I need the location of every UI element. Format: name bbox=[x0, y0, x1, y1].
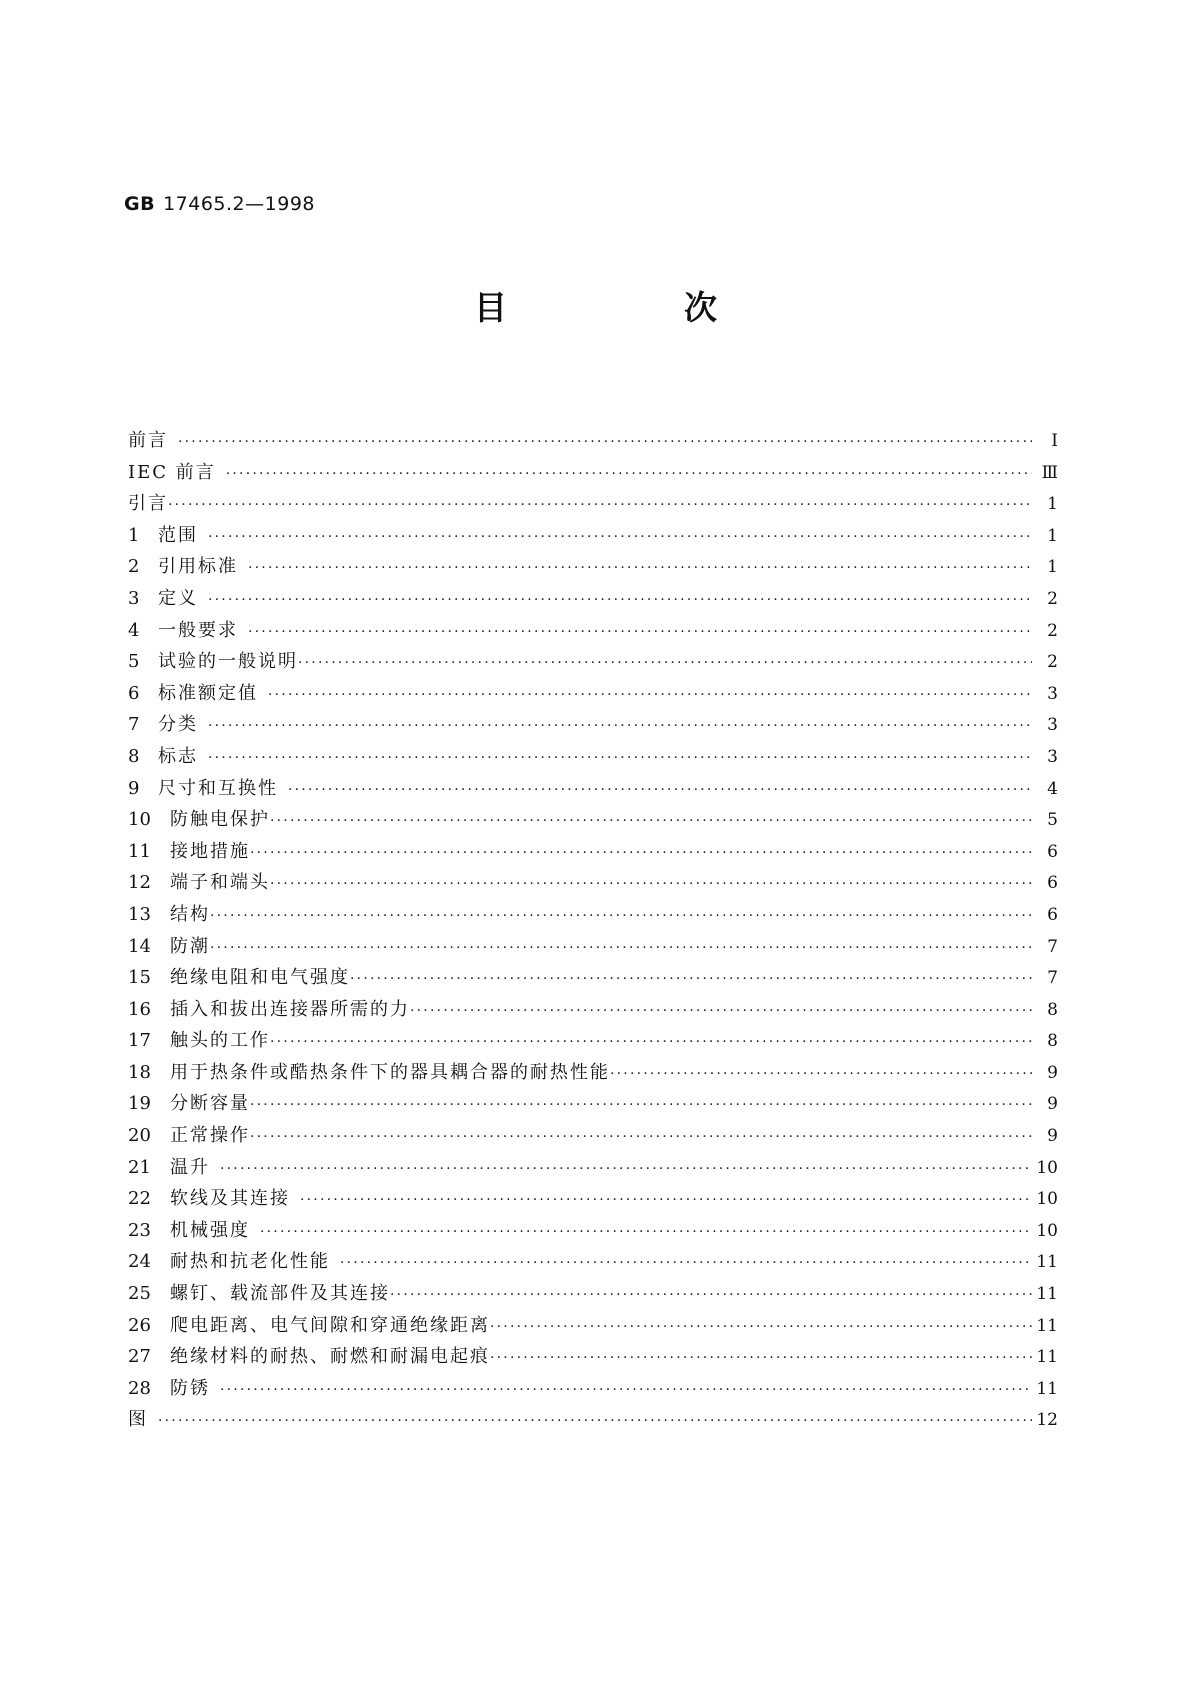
toc-entry-page: 10 bbox=[1036, 1220, 1058, 1241]
dot-leader bbox=[250, 845, 1032, 861]
toc-entry-page: 6 bbox=[1047, 873, 1058, 894]
toc-entry-title: 引言 bbox=[128, 493, 168, 515]
toc-entry-number: 11 bbox=[128, 840, 151, 862]
dot-leader bbox=[168, 497, 1032, 513]
toc-entry bbox=[128, 1153, 1058, 1185]
table-of-contents bbox=[128, 426, 1058, 1437]
toc-entry-title: 试验的一般说明 bbox=[158, 651, 298, 673]
toc-entry-page: 6 bbox=[1047, 904, 1058, 925]
dot-leader bbox=[490, 1319, 1032, 1335]
toc-entry-page: 8 bbox=[1047, 1031, 1058, 1052]
toc-entry-number: 14 bbox=[128, 935, 151, 957]
toc-entry bbox=[128, 900, 1058, 932]
toc-entry-title: 防触电保护 bbox=[170, 809, 270, 831]
toc-entry-title: 分断容量 bbox=[170, 1093, 250, 1115]
page-title: 目 次 bbox=[474, 288, 789, 327]
toc-entry-page: 11 bbox=[1036, 1378, 1058, 1399]
toc-entry-number: 28 bbox=[128, 1377, 151, 1399]
dot-leader bbox=[270, 813, 1032, 829]
dot-leader bbox=[210, 908, 1032, 924]
toc-entry-page: 12 bbox=[1036, 1410, 1058, 1431]
toc-entry bbox=[128, 742, 1058, 774]
toc-entry-page: 11 bbox=[1036, 1347, 1058, 1368]
toc-entry-number: 6 bbox=[128, 682, 140, 704]
toc-entry-title: 防锈 bbox=[170, 1377, 210, 1399]
toc-entry bbox=[128, 1311, 1058, 1343]
toc-entry-title: 标志 bbox=[158, 745, 198, 767]
toc-entry bbox=[128, 1279, 1058, 1311]
toc-entry bbox=[128, 1216, 1058, 1248]
toc-entry-page: 7 bbox=[1047, 968, 1058, 989]
toc-entry-number: 22 bbox=[128, 1188, 151, 1210]
toc-entry-title: 分类 bbox=[158, 714, 198, 736]
toc-entry-page: 6 bbox=[1047, 841, 1058, 862]
toc-entry-page: 1 bbox=[1047, 557, 1058, 578]
toc-entry-page: 8 bbox=[1047, 999, 1058, 1020]
toc-entry-page: 4 bbox=[1047, 778, 1058, 799]
toc-entry-title: 防潮 bbox=[170, 935, 210, 957]
toc-entry-number: 20 bbox=[128, 1125, 151, 1147]
toc-entry-number: 13 bbox=[128, 903, 151, 925]
toc-entry-title: 引用标准 bbox=[158, 556, 238, 578]
toc-entry-number: 3 bbox=[128, 587, 140, 609]
dot-leader bbox=[178, 434, 1032, 450]
toc-entry bbox=[128, 1247, 1058, 1279]
toc-entry-page: 1 bbox=[1047, 494, 1058, 515]
standard-number bbox=[124, 193, 315, 215]
toc-entry bbox=[128, 1089, 1058, 1121]
toc-entry bbox=[128, 774, 1058, 806]
toc-entry bbox=[128, 584, 1058, 616]
toc-entry-number: 9 bbox=[128, 777, 140, 799]
toc-entry bbox=[128, 868, 1058, 900]
dot-leader bbox=[410, 1003, 1032, 1019]
dot-leader bbox=[248, 624, 1032, 640]
toc-entry-title: 绝缘电阻和电气强度 bbox=[170, 967, 350, 989]
toc-entry-title: 一般要求 bbox=[158, 619, 238, 641]
toc-entry-number: 5 bbox=[128, 651, 140, 673]
toc-entry-page: 3 bbox=[1047, 746, 1058, 767]
dot-leader bbox=[208, 592, 1032, 608]
toc-entry bbox=[128, 426, 1058, 458]
toc-entry-title: 触头的工作 bbox=[170, 1030, 270, 1052]
dot-leader bbox=[208, 718, 1032, 734]
dot-leader bbox=[208, 529, 1032, 545]
toc-entry-page: I bbox=[1051, 431, 1058, 451]
toc-entry bbox=[128, 679, 1058, 711]
toc-entry-number: 1 bbox=[128, 524, 140, 546]
toc-entry-number: 23 bbox=[128, 1219, 151, 1241]
dot-leader bbox=[270, 876, 1032, 892]
toc-entry bbox=[128, 1026, 1058, 1058]
toc-entry-number: 16 bbox=[128, 998, 151, 1020]
toc-entry-page: 10 bbox=[1036, 1189, 1058, 1210]
dot-leader bbox=[250, 1097, 1032, 1113]
toc-entry-page: 1 bbox=[1047, 525, 1058, 546]
toc-entry bbox=[128, 1374, 1058, 1406]
toc-entry-title: 绝缘材料的耐热、耐燃和耐漏电起痕 bbox=[170, 1346, 490, 1368]
dot-leader bbox=[248, 560, 1032, 576]
toc-entry-title: 软线及其连接 bbox=[170, 1188, 290, 1210]
dot-leader bbox=[220, 1382, 1032, 1398]
dot-leader bbox=[210, 940, 1032, 956]
toc-entry bbox=[128, 1184, 1058, 1216]
dot-leader bbox=[288, 782, 1032, 798]
toc-entry-title: 温升 bbox=[170, 1156, 210, 1178]
toc-entry-title: 爬电距离、电气间隙和穿通绝缘距离 bbox=[170, 1314, 490, 1336]
toc-entry-number: 21 bbox=[128, 1156, 151, 1178]
toc-entry-title: 图 bbox=[128, 1409, 148, 1431]
dot-leader bbox=[298, 655, 1032, 671]
toc-entry-number: 15 bbox=[128, 967, 151, 989]
dot-leader bbox=[260, 1224, 1032, 1240]
toc-entry-title: 耐热和抗老化性能 bbox=[170, 1251, 330, 1273]
toc-entry-title: 定义 bbox=[158, 587, 198, 609]
toc-entry-title: 尺寸和互换性 bbox=[158, 777, 278, 799]
toc-entry-number: 17 bbox=[128, 1030, 151, 1052]
toc-entry-page: 3 bbox=[1047, 683, 1058, 704]
toc-entry bbox=[128, 1121, 1058, 1153]
toc-entry-page: 2 bbox=[1047, 588, 1058, 609]
toc-entry-title: 接地措施 bbox=[170, 840, 250, 862]
toc-entry-number: 2 bbox=[128, 556, 140, 578]
toc-entry bbox=[128, 1058, 1058, 1090]
toc-entry bbox=[128, 837, 1058, 869]
toc-entry-page: Ⅲ bbox=[1041, 462, 1058, 483]
toc-entry-number: 26 bbox=[128, 1314, 151, 1336]
toc-entry bbox=[128, 458, 1058, 490]
dot-leader bbox=[610, 1066, 1032, 1082]
dot-leader bbox=[300, 1192, 1032, 1208]
toc-entry-number: 10 bbox=[128, 809, 151, 831]
toc-entry-page: 2 bbox=[1047, 652, 1058, 673]
toc-entry bbox=[128, 552, 1058, 584]
toc-entry-title: 插入和拔出连接器所需的力 bbox=[170, 998, 410, 1020]
toc-entry-page: 10 bbox=[1036, 1157, 1058, 1178]
dot-leader bbox=[208, 750, 1032, 766]
dot-leader bbox=[268, 687, 1032, 703]
toc-entry bbox=[128, 1342, 1058, 1374]
toc-entry-number: 4 bbox=[128, 619, 140, 641]
toc-entry-title: 结构 bbox=[170, 903, 210, 925]
dot-leader bbox=[226, 466, 1032, 482]
toc-entry-number: 12 bbox=[128, 872, 151, 894]
toc-entry bbox=[128, 963, 1058, 995]
toc-entry-page: 11 bbox=[1036, 1252, 1058, 1273]
toc-entry-title: 端子和端头 bbox=[170, 872, 270, 894]
toc-entry bbox=[128, 710, 1058, 742]
toc-entry-page: 9 bbox=[1047, 1126, 1058, 1147]
toc-entry-title: 正常操作 bbox=[170, 1125, 250, 1147]
toc-entry-page: 5 bbox=[1047, 810, 1058, 831]
toc-entry bbox=[128, 1405, 1058, 1437]
toc-entry-page: 9 bbox=[1047, 1094, 1058, 1115]
toc-entry bbox=[128, 616, 1058, 648]
toc-entry bbox=[128, 521, 1058, 553]
toc-entry-title: 机械强度 bbox=[170, 1219, 250, 1241]
toc-entry bbox=[128, 995, 1058, 1027]
toc-entry-title: 螺钉、载流部件及其连接 bbox=[170, 1283, 390, 1305]
dot-leader bbox=[158, 1413, 1032, 1429]
toc-entry-title: 前言 bbox=[128, 430, 168, 451]
toc-entry-page: 11 bbox=[1036, 1315, 1058, 1336]
toc-entry bbox=[128, 932, 1058, 964]
toc-entry-page: 9 bbox=[1047, 1062, 1058, 1083]
dot-leader bbox=[350, 971, 1032, 987]
dot-leader bbox=[220, 1161, 1032, 1177]
toc-entry-page: 2 bbox=[1047, 620, 1058, 641]
standard-code: 17465.2—1998 bbox=[163, 193, 316, 215]
toc-entry-number: 24 bbox=[128, 1251, 151, 1273]
toc-entry-page: 11 bbox=[1036, 1284, 1058, 1305]
toc-entry-title: 用于热条件或酷热条件下的器具耦合器的耐热性能 bbox=[170, 1061, 610, 1083]
toc-entry-title: 标准额定值 bbox=[158, 682, 258, 704]
toc-entry-number: 18 bbox=[128, 1061, 151, 1083]
toc-entry bbox=[128, 647, 1058, 679]
toc-entry-page: 3 bbox=[1047, 715, 1058, 736]
toc-entry-number: 19 bbox=[128, 1093, 151, 1115]
toc-entry-number: 27 bbox=[128, 1346, 151, 1368]
toc-entry bbox=[128, 489, 1058, 521]
dot-leader bbox=[340, 1255, 1032, 1271]
standard-prefix: GB bbox=[124, 193, 156, 215]
toc-entry-title: 范围 bbox=[158, 524, 198, 546]
toc-entry-title: IEC 前言 bbox=[128, 461, 216, 483]
dot-leader bbox=[490, 1350, 1032, 1366]
dot-leader bbox=[390, 1287, 1032, 1303]
dot-leader bbox=[250, 1129, 1032, 1145]
toc-entry-number: 8 bbox=[128, 745, 140, 767]
dot-leader bbox=[270, 1034, 1032, 1050]
toc-entry-number: 25 bbox=[128, 1283, 151, 1305]
toc-entry-page: 7 bbox=[1047, 936, 1058, 957]
toc-entry bbox=[128, 805, 1058, 837]
toc-entry-number: 7 bbox=[128, 714, 140, 736]
